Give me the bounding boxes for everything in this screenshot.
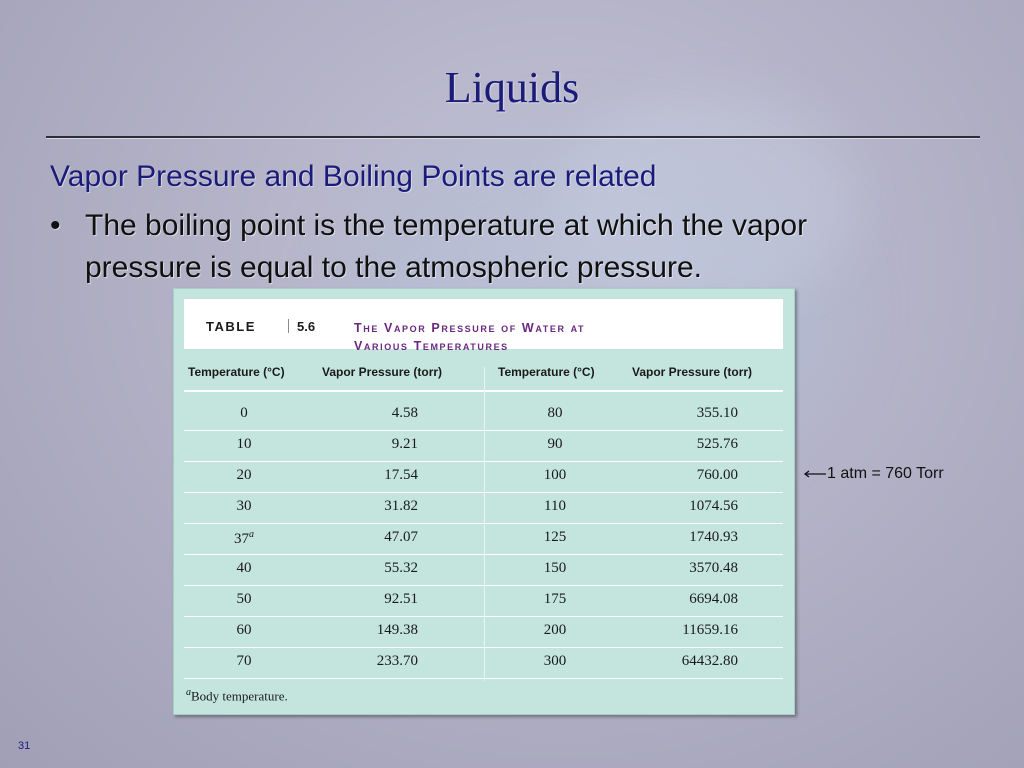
cell-temperature: 60 (236, 622, 252, 638)
cell-vapor-pressure: 4.58 (391, 405, 418, 421)
table-row (184, 523, 783, 555)
cell-temperature: 175 (543, 591, 567, 607)
table-number: 5.6 (297, 319, 316, 334)
cell-vapor-pressure: 9.21 (391, 436, 418, 452)
cell-temperature: 10 (236, 436, 252, 452)
cell-temperature: 80 (547, 405, 563, 421)
column-header-temperature: Temperature (°C) (498, 365, 595, 379)
table-title (354, 319, 585, 355)
table-footnote (186, 687, 288, 704)
table-row (184, 616, 783, 648)
cell-temperature: 300 (543, 653, 567, 669)
table-header-banner (184, 299, 783, 353)
slide-title: Liquids (444, 63, 580, 112)
cell-temperature: 30 (236, 498, 252, 514)
table-row (184, 554, 783, 586)
table-row (184, 492, 783, 524)
cell-vapor-pressure: 64432.80 (681, 653, 738, 669)
cell-temperature-value: 37 (234, 531, 249, 547)
atm-annotation (803, 465, 944, 483)
cell-temperature: 110 (544, 498, 566, 514)
table-label-separator (288, 319, 289, 333)
table-row (184, 585, 783, 617)
cell-temperature: 125 (543, 529, 567, 545)
cell-vapor-pressure: 92.51 (384, 591, 418, 607)
title-divider (46, 136, 980, 138)
cell-vapor-pressure: 1740.93 (689, 529, 738, 545)
bullet-text: The boiling point is the temperature at which the vapor pressure is equal to the atmospheric pressure. (85, 209, 808, 284)
cell-vapor-pressure: 31.82 (384, 498, 418, 514)
table-row (184, 647, 783, 679)
arrow-left-icon (803, 469, 827, 479)
footnote-marker: a (186, 687, 191, 698)
column-header-temperature: Temperature (°C) (188, 365, 285, 379)
cell-temperature: 40 (236, 560, 252, 576)
table-title-line2: Various Temperatures (354, 339, 509, 353)
atm-annotation-text: 1 atm = 760 Torr (827, 465, 944, 482)
cell-vapor-pressure: 55.32 (384, 560, 418, 576)
cell-temperature: 150 (543, 560, 567, 576)
vapor-pressure-table (173, 288, 795, 715)
cell-vapor-pressure: 47.07 (384, 529, 418, 545)
cell-temperature: 20 (236, 467, 252, 483)
bullet-point (50, 205, 930, 289)
table-row (184, 461, 783, 493)
footnote-text: Body temperature. (191, 688, 288, 704)
page-number: 31 (18, 740, 31, 752)
cell-vapor-pressure: 525.76 (696, 436, 738, 452)
cell-vapor-pressure: 760.00 (696, 467, 738, 483)
table-title-line1: The Vapor Pressure of Water at (354, 321, 586, 335)
cell-temperature: 0 (240, 405, 248, 421)
cell-temperature: 70 (236, 653, 252, 669)
column-header-vapor-pressure: Vapor Pressure (torr) (322, 365, 443, 379)
cell-vapor-pressure: 6694.08 (689, 591, 738, 607)
slide-subheading: Vapor Pressure and Boiling Points are related (50, 160, 657, 193)
cell-temperature (224, 529, 264, 548)
cell-vapor-pressure: 149.38 (376, 622, 418, 638)
footnote-marker: a (249, 529, 254, 540)
cell-temperature: 200 (543, 622, 567, 638)
column-header-vapor-pressure: Vapor Pressure (torr) (632, 365, 753, 379)
bullet-dot-icon: • (50, 209, 61, 242)
table-row (184, 399, 783, 431)
cell-temperature: 90 (547, 436, 563, 452)
cell-temperature: 100 (543, 467, 567, 483)
cell-vapor-pressure: 1074.56 (689, 498, 738, 514)
cell-vapor-pressure: 17.54 (384, 467, 418, 483)
table-row (184, 430, 783, 462)
cell-vapor-pressure: 3570.48 (689, 560, 738, 576)
cell-vapor-pressure: 11659.16 (682, 622, 738, 638)
cell-vapor-pressure: 233.70 (376, 653, 418, 669)
cell-vapor-pressure: 355.10 (696, 405, 738, 421)
table-label: TABLE (206, 319, 256, 334)
cell-temperature: 50 (236, 591, 252, 607)
